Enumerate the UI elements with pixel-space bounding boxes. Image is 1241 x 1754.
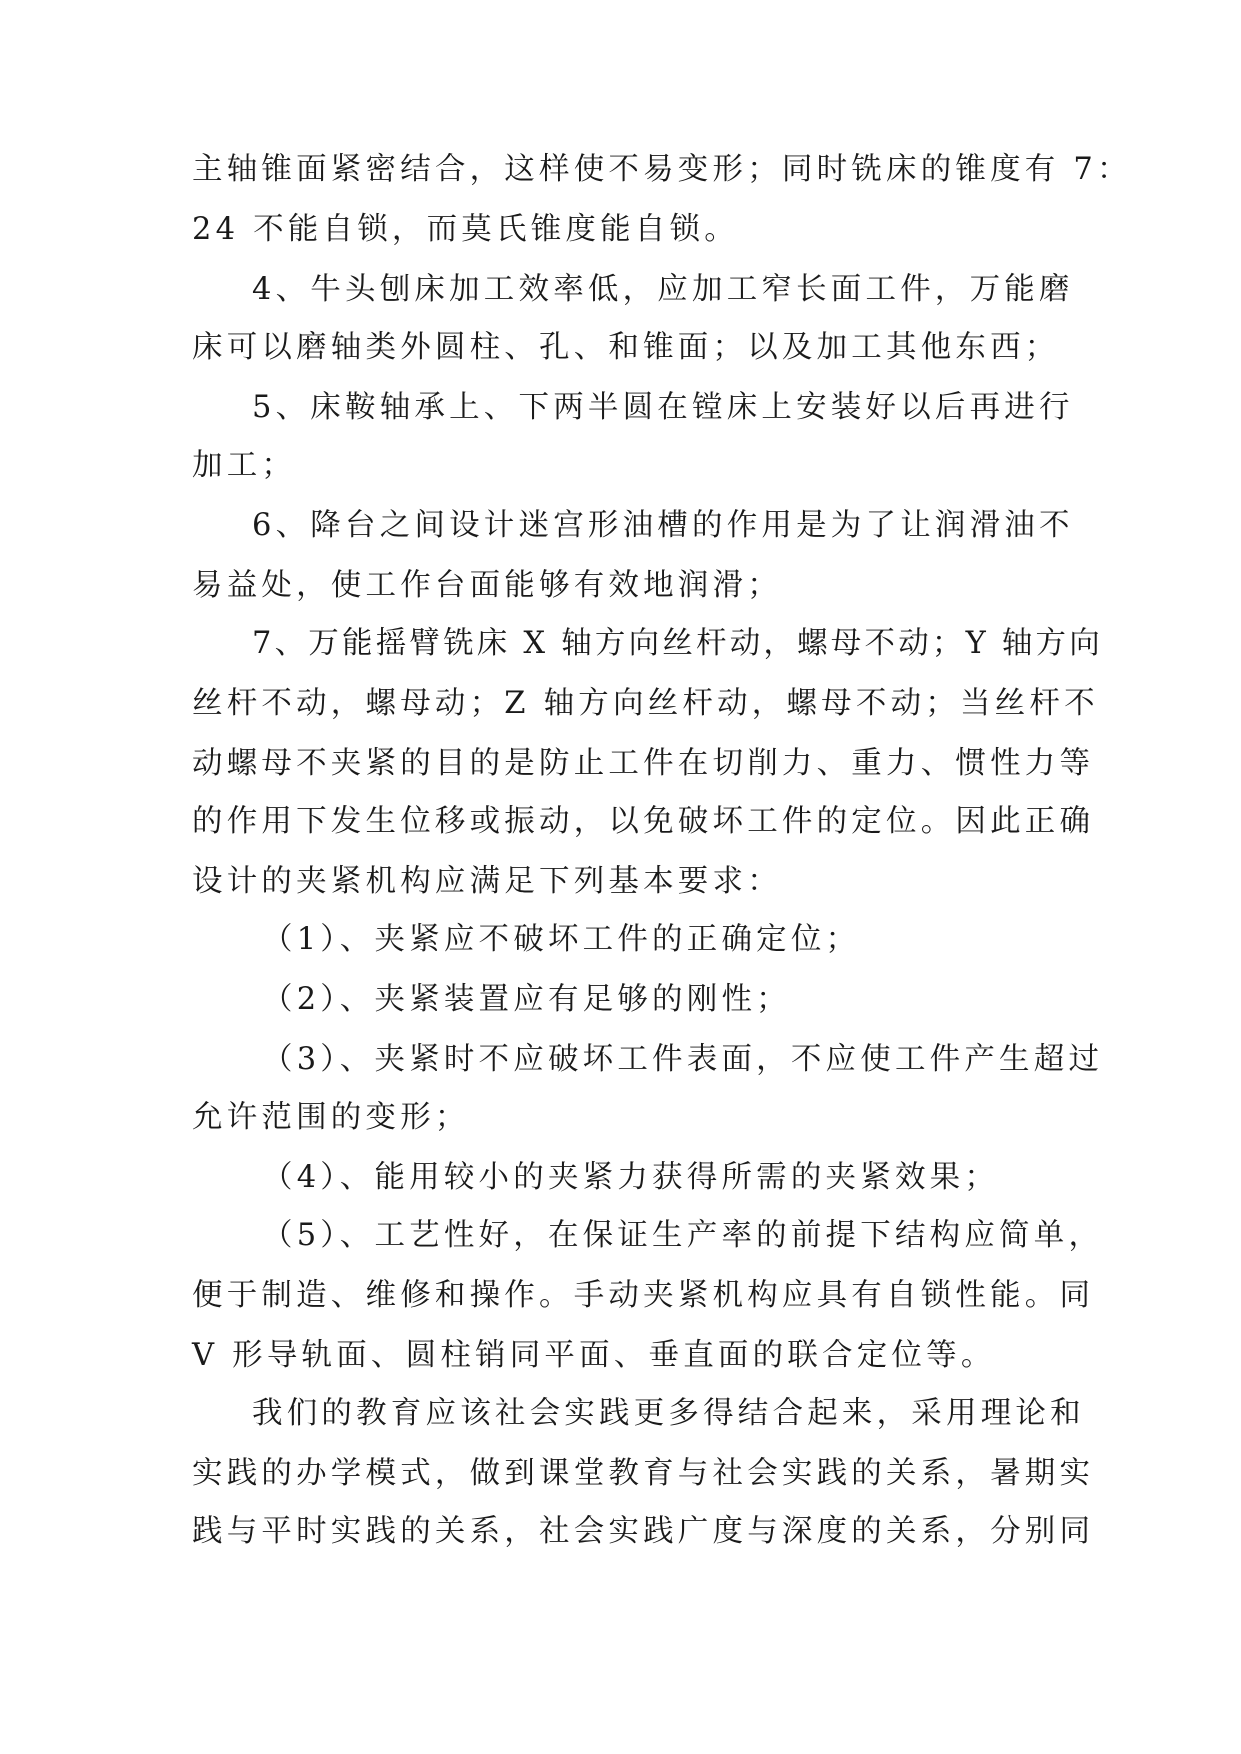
text-line: 我们的教育应该社会实践更多得结合起来，采用理论和 xyxy=(252,1396,1085,1431)
text-line: 6、降台之间设计迷宫形油槽的作用是为了让润滑油不 xyxy=(252,508,1074,543)
text-line: 易益处，使工作台面能够有效地润滑； xyxy=(192,568,782,603)
text-line: 便于制造、维修和操作。手动夹紧机构应具有自锁性能。同 xyxy=(192,1278,1095,1313)
text-line: （3）、夹紧时不应破坏工件表面，不应使工件产生超过 xyxy=(262,1042,1104,1077)
text-line: 24 不能自锁，而莫氏锥度能自锁。 xyxy=(192,212,739,247)
text-line: 设计的夹紧机构应满足下列基本要求： xyxy=(192,864,782,899)
text-line: （2）、夹紧装置应有足够的刚性； xyxy=(262,982,791,1017)
text-line: 实践的办学模式，做到课堂教育与社会实践的关系，暑期实 xyxy=(192,1456,1095,1491)
text-line: 动螺母不夹紧的目的是防止工件在切削力、重力、惯性力等 xyxy=(192,746,1095,781)
text-line: （5）、工艺性好，在保证生产率的前提下结构应简单， xyxy=(262,1218,1104,1253)
text-line: 的作用下发生位移或振动，以免破坏工件的定位。因此正确 xyxy=(192,804,1095,839)
text-line: 4、牛头刨床加工效率低，应加工窄长面工件，万能磨 xyxy=(252,272,1074,307)
text-line: 践与平时实践的关系，社会实践广度与深度的关系，分别同 xyxy=(192,1514,1095,1549)
text-line: 主轴锥面紧密结合，这样使不易变形；同时铣床的锥度有 7： xyxy=(192,152,1132,187)
text-line: 7、万能摇臂铣床 X 轴方向丝杆动，螺母不动；Y 轴方向 xyxy=(252,626,1103,661)
text-line: （4）、能用较小的夹紧力获得所需的夹紧效果； xyxy=(262,1160,1000,1195)
text-line: 床可以磨轴类外圆柱、孔、和锥面；以及加工其他东西； xyxy=(192,330,1060,365)
text-line: 允许范围的变形； xyxy=(192,1100,470,1135)
text-line: 5、床鞍轴承上、下两半圆在镗床上安装好以后再进行 xyxy=(252,390,1074,425)
text-line: V 形导轨面、圆柱销同平面、垂直面的联合定位等。 xyxy=(192,1338,996,1373)
text-line: （1）、夹紧应不破坏工件的正确定位； xyxy=(262,922,861,957)
text-line: 丝杆不动，螺母动；Z 轴方向丝杆动，螺母不动；当丝杆不 xyxy=(192,686,1099,721)
text-line: 加工； xyxy=(192,448,297,483)
